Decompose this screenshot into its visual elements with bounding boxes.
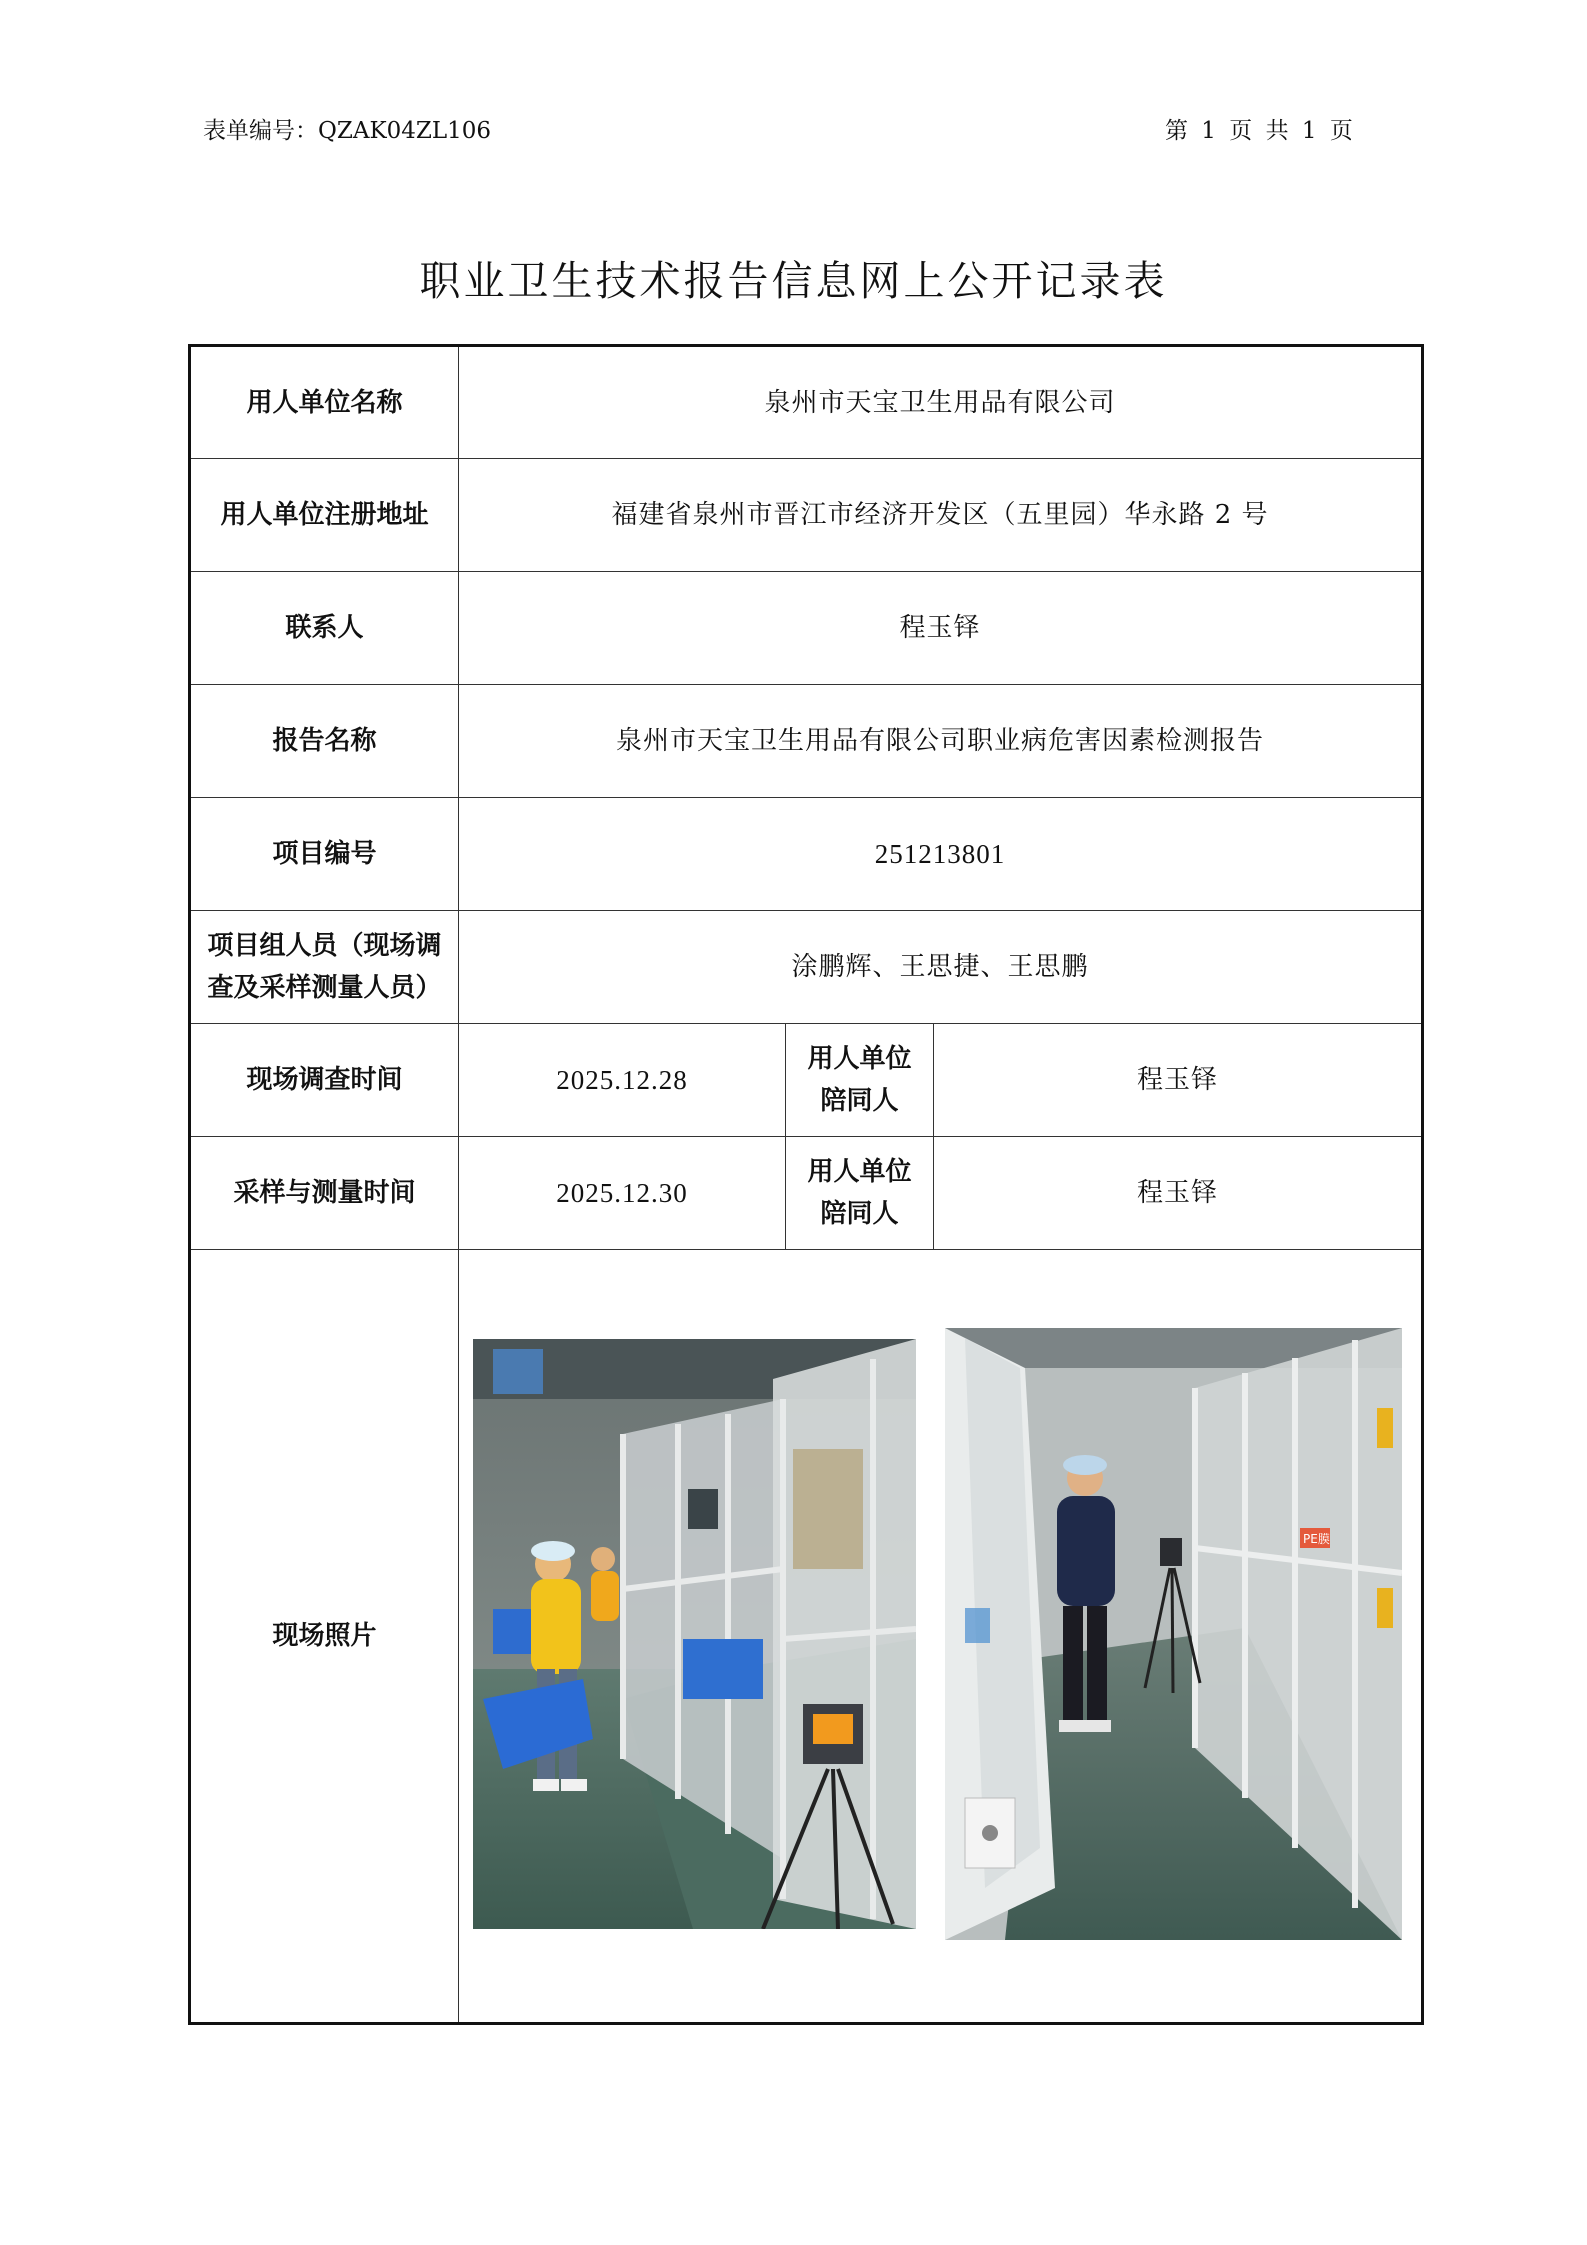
- row-contact: [190, 572, 1423, 685]
- survey-companion-label-line2: 陪同人: [820, 1086, 899, 1116]
- document-title: 职业卫生技术报告信息网上公开记录表: [419, 257, 1168, 305]
- employer-address-value: 福建省泉州市晋江市经济开发区（五里园）华永路 2 号: [459, 459, 1423, 572]
- site-photo-2: [945, 1328, 1402, 1940]
- report-name-value: 泉州市天宝卫生用品有限公司职业病危害因素检测报告: [459, 685, 1423, 798]
- survey-companion-label-line1: 用人单位: [807, 1044, 912, 1074]
- row-project-team: [190, 911, 1423, 1024]
- sampling-time-label: 采样与测量时间: [190, 1137, 459, 1250]
- sampling-companion-label-line2: 陪同人: [820, 1199, 899, 1229]
- project-team-label-line2: 查及采样测量人员）: [207, 973, 442, 1003]
- survey-time-label: 现场调查时间: [190, 1024, 459, 1137]
- row-sampling: [190, 1137, 1423, 1250]
- row-photos: [190, 1250, 1423, 2024]
- project-team-label-line1: 项目组人员（现场调: [207, 931, 442, 961]
- site-photo-1: [473, 1339, 916, 1929]
- site-photo-1-image: [473, 1339, 916, 1929]
- row-employer-address: [190, 459, 1423, 572]
- pe-film-sign: PE膜: [1303, 1532, 1330, 1546]
- project-number-label: 项目编号: [190, 798, 459, 911]
- row-project-number: [190, 798, 1423, 911]
- project-team-label: [190, 911, 459, 1024]
- employer-name-label: 用人单位名称: [190, 346, 459, 459]
- survey-date: 2025.12.28: [459, 1024, 786, 1137]
- sampling-companion-label-line1: 用人单位: [807, 1157, 912, 1187]
- page-info: 第 1 页 共 1 页: [1165, 118, 1353, 144]
- site-photos-label: 现场照片: [190, 1250, 459, 2024]
- row-report-name: [190, 685, 1423, 798]
- contact-label: 联系人: [190, 572, 459, 685]
- employer-name-value: 泉州市天宝卫生用品有限公司: [459, 346, 1423, 459]
- project-number-value: 251213801: [459, 798, 1423, 911]
- form-number: 表单编号：QZAK04ZL106: [203, 118, 492, 144]
- site-photo-2-image: [945, 1328, 1402, 1940]
- report-name-label: 报告名称: [190, 685, 459, 798]
- row-employer-name: [190, 346, 1423, 459]
- row-survey: [190, 1024, 1423, 1137]
- project-team-value: 涂鹏辉、王思捷、王思鹏: [459, 911, 1423, 1024]
- employer-address-label: 用人单位注册地址: [190, 459, 459, 572]
- survey-companion-label: [786, 1024, 934, 1137]
- sampling-companion-label: [786, 1137, 934, 1250]
- sampling-date: 2025.12.30: [459, 1137, 786, 1250]
- sampling-companion-value: 程玉铎: [934, 1137, 1423, 1250]
- contact-value: 程玉铎: [459, 572, 1423, 685]
- site-photos-cell: [459, 1250, 1423, 2024]
- survey-companion-value: 程玉铎: [934, 1024, 1423, 1137]
- record-table: [188, 344, 1424, 2025]
